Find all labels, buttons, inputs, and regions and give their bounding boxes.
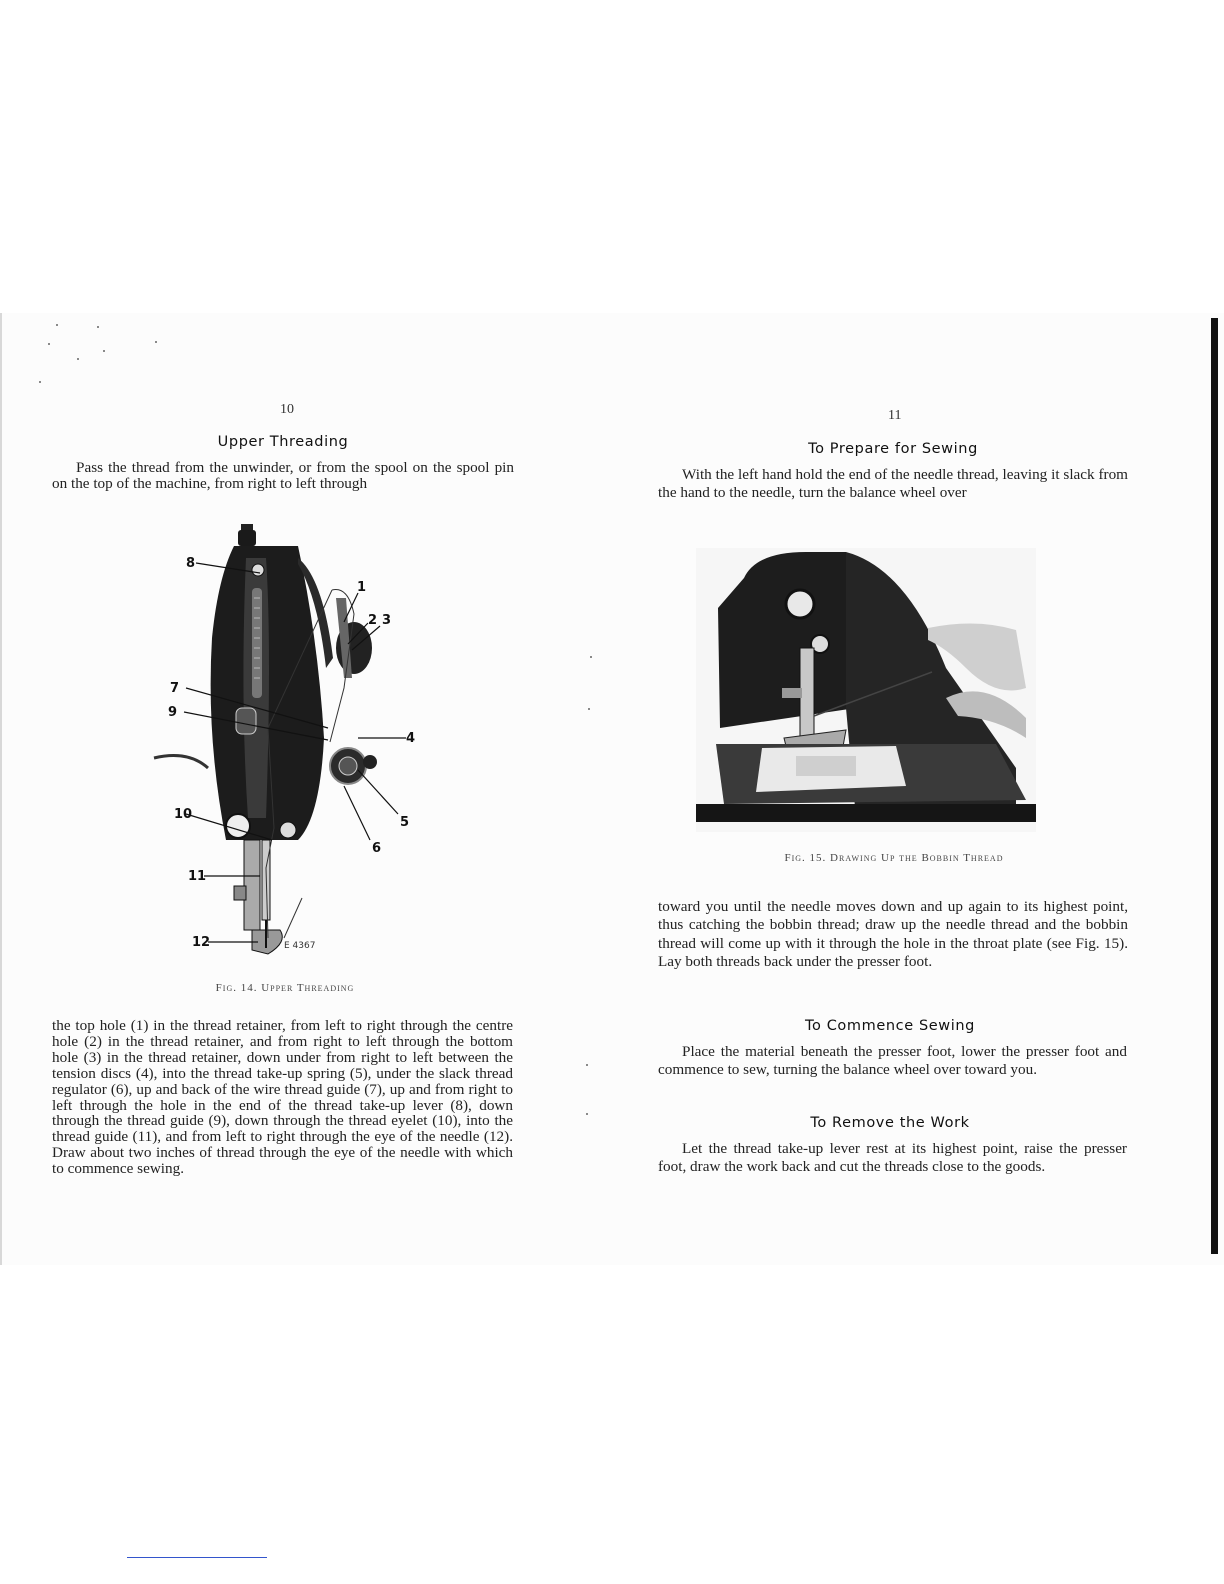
callout-10: 10 bbox=[174, 807, 193, 822]
upper-threading-intro: Pass the thread from the unwinder, or from the spool on the spool pin on the top of the machine, from right to left through bbox=[52, 459, 514, 492]
scan-speck bbox=[97, 326, 99, 328]
scan-speck bbox=[588, 708, 590, 710]
figure-14-caption: Fig. 14. Upper Threading bbox=[215, 982, 355, 994]
callout-8: 8 bbox=[186, 556, 196, 571]
page-edge-left bbox=[0, 313, 2, 1265]
page-edge-right bbox=[1211, 318, 1218, 1254]
scan-speck bbox=[77, 358, 79, 360]
figure-15-photo bbox=[696, 548, 1036, 832]
heading-commence-sewing: To Commence Sewing bbox=[805, 1018, 975, 1034]
page-number-left: 10 bbox=[280, 402, 294, 417]
figure-14-upper-threading bbox=[148, 518, 420, 968]
scan-speck bbox=[39, 381, 41, 383]
figure-code: E 4367 bbox=[284, 941, 316, 951]
prepare-continued: toward you until the needle moves down and up again to its highest point, thus catching the bobbin thread; draw up the needle thread and the bobbin thread will come up with it through the hole in the throat plate (see Fig. 15). Lay both threads back under the presser foot. bbox=[658, 898, 1128, 971]
prepare-intro: With the left hand hold the end of the needle thread, leaving it slack from the hand to the needle, turn the balance wheel over bbox=[658, 466, 1128, 502]
scan-speck bbox=[56, 324, 58, 326]
upper-threading-body: the top hole (1) in the thread retainer, from left to right through the centre hole (2) in the thread retainer, and from right to left through the bottom hole (3) in the thread retainer, down under from right to left between the tension discs (4), into the thread take-up spring (5), under the slack thread regulator (6), up and back of the wire thread guide (7), up and from right to left through the hole in the end of the thread take-up lever (8), down through the thread guide (9), down through the thread eyelet (10), into the thread guide (11), and from left to right through the eye of the needle (12). Draw about two inches of thread through the eye of the needle with which to commence sewing. bbox=[52, 1017, 513, 1178]
commence-text: Place the material beneath the presser foot, lower the presser foot and commence to sew, turning the balance wheel over toward you. bbox=[658, 1043, 1127, 1079]
callout-5: 5 bbox=[400, 815, 410, 830]
scan-speck bbox=[586, 1064, 588, 1066]
scan-speck bbox=[155, 341, 157, 343]
heading-remove-work: To Remove the Work bbox=[810, 1115, 970, 1131]
heading-upper-threading: Upper Threading bbox=[217, 434, 349, 450]
callout-9: 9 bbox=[168, 705, 178, 720]
heading-prepare-for-sewing: To Prepare for Sewing bbox=[808, 441, 978, 457]
figure-15-caption: Fig. 15. Drawing Up the Bobbin Thread bbox=[784, 852, 1004, 864]
callout-3: 3 bbox=[382, 613, 392, 628]
page-number-right: 11 bbox=[888, 408, 902, 423]
scan-speck bbox=[586, 1113, 588, 1115]
scan-speck bbox=[48, 343, 50, 345]
callout-1: 1 bbox=[357, 580, 367, 595]
callout-11: 11 bbox=[188, 869, 207, 884]
scan-speck bbox=[590, 656, 592, 658]
callout-12: 12 bbox=[192, 935, 211, 950]
scan-speck bbox=[103, 350, 105, 352]
callout-4: 4 bbox=[406, 731, 416, 746]
callout-7: 7 bbox=[170, 681, 180, 696]
remove-text: Let the thread take-up lever rest at its highest point, raise the presser foot, draw the work back and cut the threads close to the goods. bbox=[658, 1140, 1127, 1176]
callout-2: 2 bbox=[368, 613, 378, 628]
callout-6: 6 bbox=[372, 841, 382, 856]
footer-rule bbox=[127, 1557, 267, 1558]
